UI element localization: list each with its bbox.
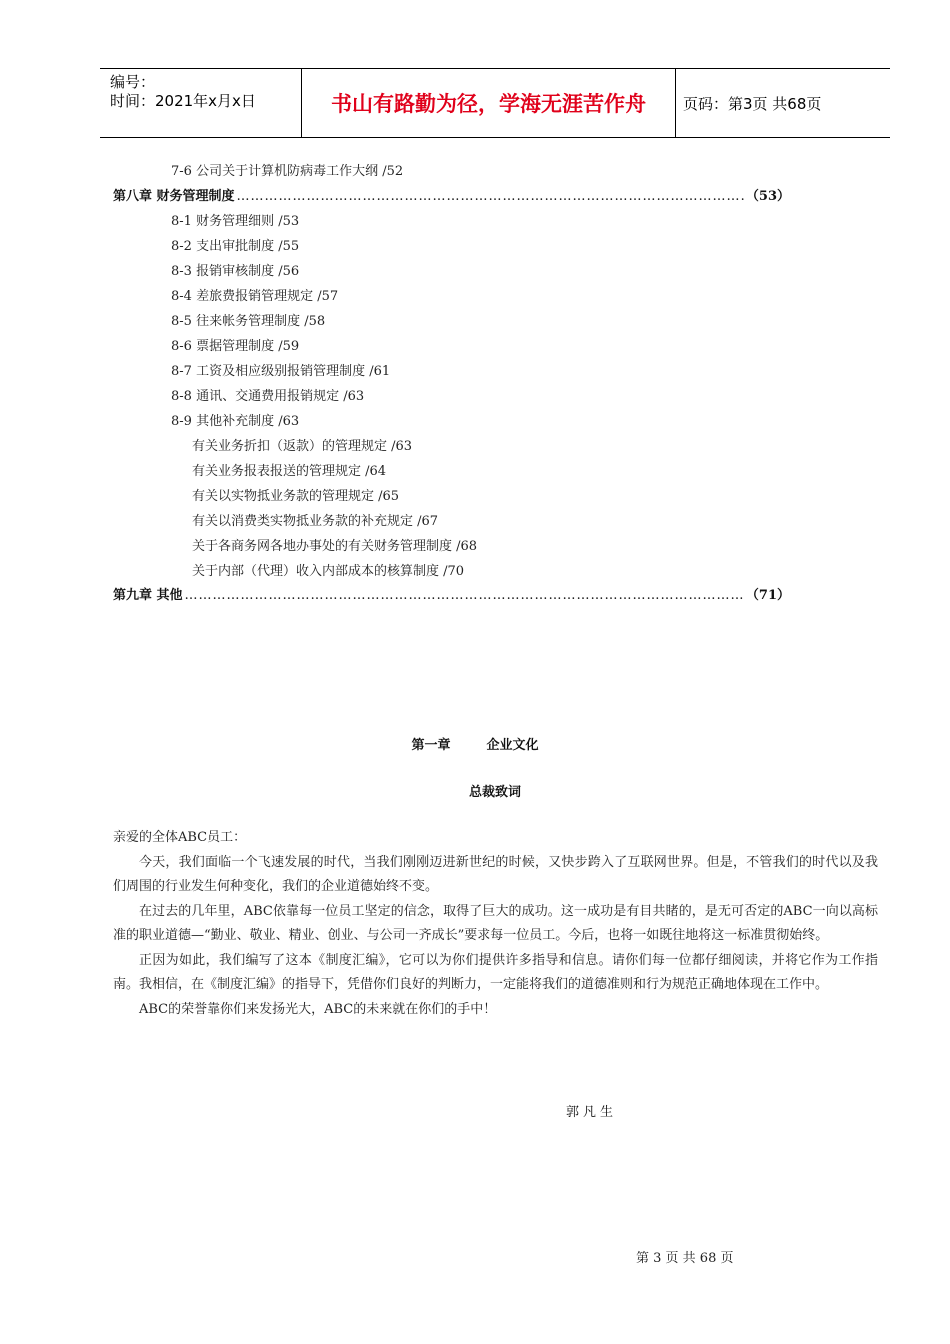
toc-chapter-page: （71） [745,588,790,603]
toc-leader-dots [237,189,744,205]
toc-chapter-9 [113,588,790,604]
toc-chapter-8 [113,189,790,205]
toc-entry: 7-6 公司关于计算机防病毒工作大纲 /52 [171,164,404,179]
toc-entry: 有关业务折扣（返款）的管理规定 /63 [192,439,413,454]
letter-signature: 郭凡生 [566,1105,618,1120]
toc-chapter-title: 第八章 财务管理制度 [113,189,235,204]
header-divider [675,69,676,137]
letter-paragraph: 今天，我们面临一个飞速发展的时代，当我们刚刚迈进新世纪的时候，又快步跨入了互联网世界。但是，不管我们的时代以及我们周围的行业发生何种变化，我们的企业道德始终不变。 [113,854,878,894]
toc-entry: 有关业务报表报送的管理规定 /64 [192,464,387,479]
header-motto: 书山有路勤为径，学海无涯苦作舟 [331,92,646,116]
header-meta [110,73,300,111]
toc-entry: 8-7 工资及相应级别报销管理制度 /61 [171,364,391,379]
letter-greeting: 亲爱的全体ABC员工： [113,830,247,845]
toc-entry: 8-5 往来帐务管理制度 /58 [171,314,326,329]
toc-entry: 有关以消费类实物抵业务款的补充规定 /67 [192,514,439,529]
toc-entry: 有关以实物抵业务款的管理规定 /65 [192,489,400,504]
chapter-heading [0,734,950,753]
letter-paragraph: ABC的荣誉靠你们来发扬光大，ABC的未来就在你们的手中！ [139,1001,497,1017]
toc-entry: 8-6 票据管理制度 /59 [171,339,300,354]
page-header [100,68,890,138]
toc-entry: 8-2 支出审批制度 /55 [171,239,300,254]
chapter-name: 企业文化 [486,738,539,753]
header-number-label: 编号： [110,73,156,91]
toc-entry: 8-1 财务管理细则 /53 [171,214,300,229]
letter-paragraph: 在过去的几年里，ABC依靠每一位员工坚定的信念，取得了巨大的成功。这一成功是有目共睹的，是无可否定的ABC一向以高标准的职业道德—“勤业、敬业、精业、创业、与公司一齐成长”要求每一位员工。今后，也将一如既往地将这一标准贯彻始终。 [113,903,878,943]
header-page-label: 页码：第3页 共68页 [683,95,822,113]
toc-leader-dots [185,588,744,604]
toc-chapter-page: （53） [745,189,790,204]
section-title: 总裁致词 [468,785,521,800]
president-letter [113,826,878,1022]
header-time-label: 时间：2021年x月x日 [110,92,256,110]
page-footer: 第 3 页 共 68 页 [636,1251,734,1266]
chapter-number: 第一章 [411,738,451,753]
letter-paragraph: 正因为如此，我们编写了这本《制度汇编》，它可以为你们提供许多指导和信息。请你们每一位都仔细阅读，并将它作为工作指南。我相信，在《制度汇编》的指导下，凭借你们良好的判断力，一定能将我们的道德准则和行为规范正确地体现在工作中。 [113,952,878,992]
toc-entry: 8-9 其他补充制度 /63 [171,414,300,429]
toc-entry: 8-8 通讯、交通费用报销规定 /63 [171,389,365,404]
toc-chapter-title: 第九章 其他 [113,588,183,603]
toc-entry: 8-3 报销审核制度 /56 [171,264,300,279]
toc-entry: 关于内部（代理）收入内部成本的核算制度 /70 [192,564,465,579]
toc-entry: 8-4 差旅费报销管理规定 /57 [171,289,339,304]
toc-entry: 关于各商务网各地办事处的有关财务管理制度 /68 [192,539,478,554]
